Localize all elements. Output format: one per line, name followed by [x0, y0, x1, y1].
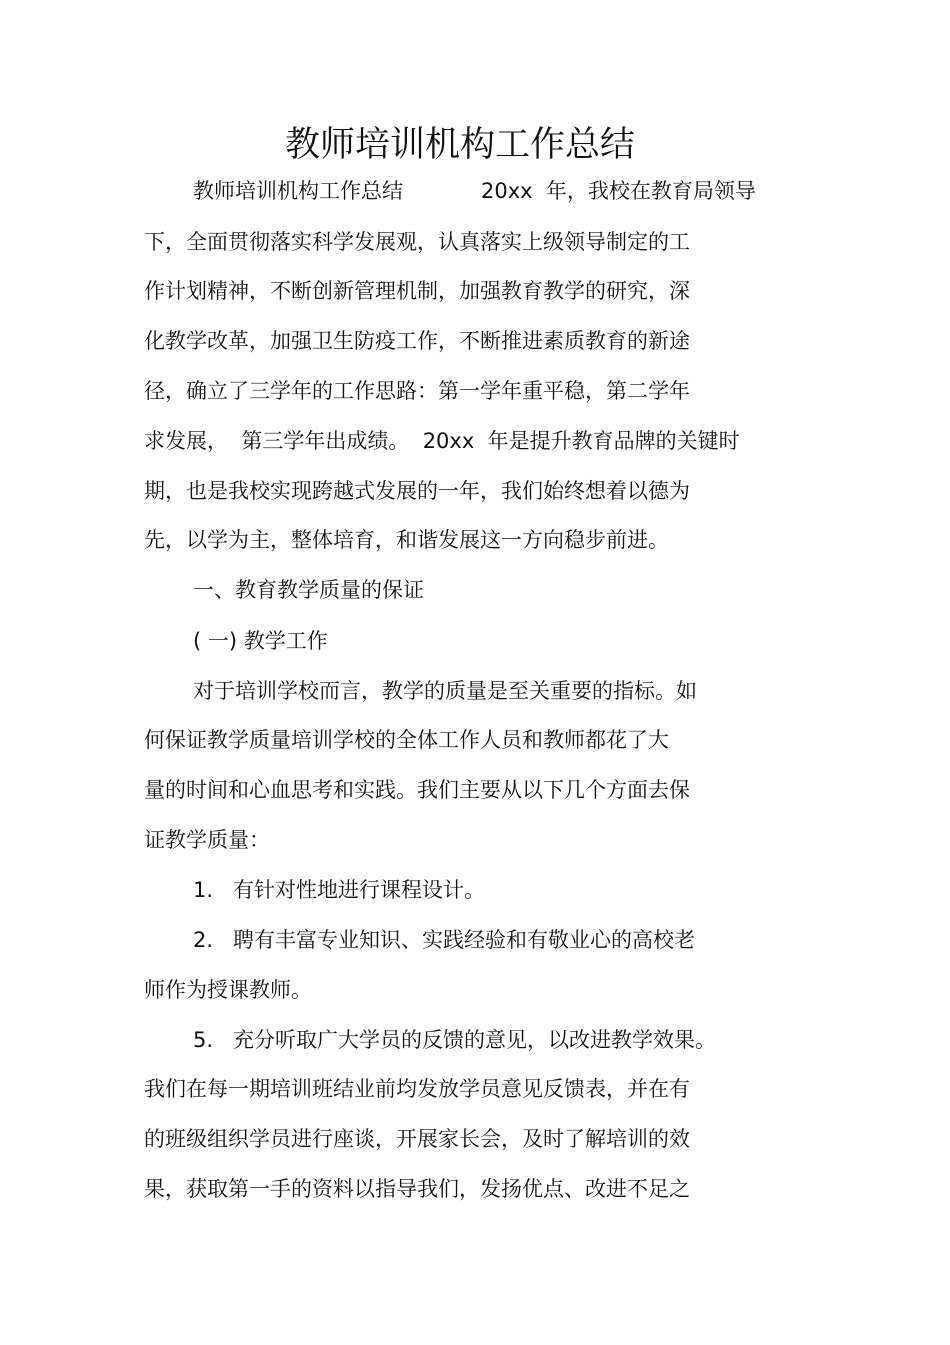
- intro-line-3: 作计划精神，不断创新管理机制，加强教育教学的研究，深: [144, 279, 690, 303]
- paragraph-line-2: 何保证教学质量培训学校的全体工作人员和教师都花了大: [144, 728, 669, 752]
- intro-line-1: [193, 176, 756, 206]
- paragraph-line-4: 证教学质量：: [144, 828, 270, 852]
- list-item-2: 2. 聘有丰富专业知识、实践经验和有敬业心的高校老: [193, 928, 696, 952]
- intro-line-6: 求发展， 第三学年出成绩。 20xx 年是提升教育品牌的关键时: [144, 429, 740, 453]
- intro-line-5: 径，确立了三学年的工作思路：第一学年重平稳，第二学年: [144, 379, 690, 403]
- list-item-1: 1. 有针对性地进行课程设计。: [193, 878, 486, 902]
- intro-line-8: 先，以学为主，整体培育，和谐发展这一方向稳步前进。: [144, 528, 669, 552]
- intro-line-2: 下，全面贯彻落实科学发展观，认真落实上级领导制定的工: [144, 230, 690, 254]
- paragraph-line-3: 量的时间和心血思考和实践。我们主要从以下几个方面去保: [144, 778, 690, 802]
- list-item-5-continuation-2: 的班级组织学员进行座谈，开展家长会，及时了解培训的效: [144, 1127, 690, 1151]
- list-item-2-continuation: 师作为授课教师。: [144, 978, 312, 1002]
- subsection-heading: ( 一) 教学工作: [193, 629, 328, 653]
- list-item-5: 5. 充分听取广大学员的反馈的意见，以改进教学效果。: [193, 1028, 717, 1052]
- intro-lead: 教师培训机构工作总结: [193, 179, 403, 203]
- intro-line-1-text: 20xx 年，我校在教育局领导: [481, 179, 756, 203]
- document-title: 教师培训机构工作总结: [284, 125, 635, 165]
- paragraph-line-1: 对于培训学校而言，教学的质量是至关重要的指标。如: [193, 679, 697, 703]
- list-item-5-continuation-3: 果，获取第一手的资料以指导我们，发扬优点、改进不足之: [144, 1177, 690, 1201]
- list-item-5-continuation-1: 我们在每一期培训班结业前均发放学员意见反馈表，并在有: [144, 1077, 690, 1101]
- section-heading: 一、教育教学质量的保证: [193, 578, 424, 602]
- intro-line-4: 化教学改革，加强卫生防疫工作，不断推进素质教育的新途: [144, 329, 690, 353]
- intro-line-7: 期，也是我校实现跨越式发展的一年，我们始终想着以德为: [144, 479, 690, 503]
